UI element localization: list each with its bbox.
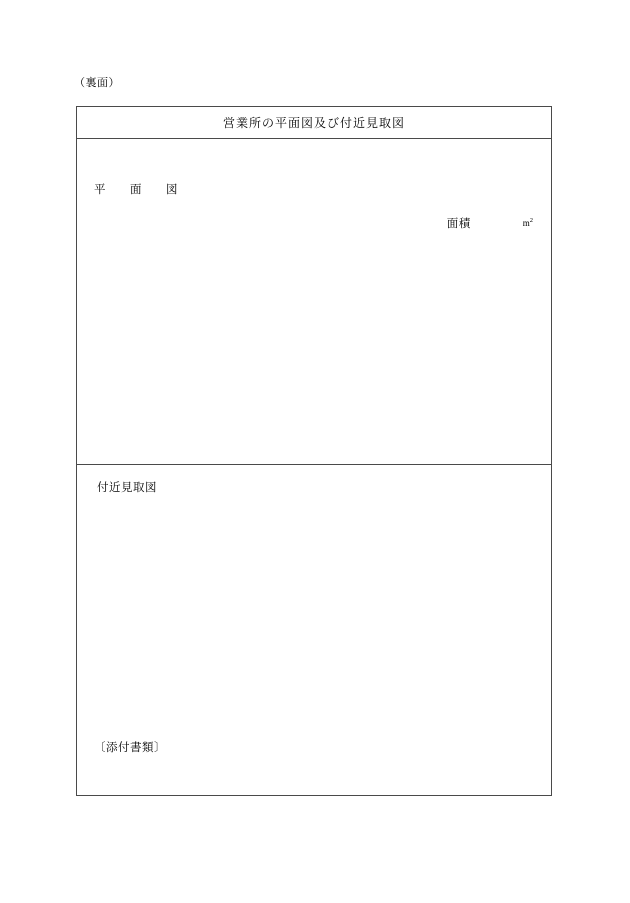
vicinity-label: 付近見取図 (97, 482, 157, 494)
form-table (76, 106, 552, 796)
page-side-label: （裏面） (74, 77, 120, 89)
floorplan-label: 平 面 図 (94, 184, 178, 196)
table-header-row (77, 107, 551, 139)
area-unit-text: m (522, 218, 530, 228)
floorplan-section (77, 139, 551, 465)
area-unit-exponent: 2 (529, 217, 533, 224)
vicinity-section (77, 465, 551, 795)
area-unit (523, 217, 533, 228)
area-row (447, 215, 533, 231)
attachments-label: 〔添付書類〕 (94, 742, 166, 754)
table-title: 営業所の平面図及び付近見取図 (222, 116, 405, 130)
area-label: 面積 (446, 218, 471, 230)
